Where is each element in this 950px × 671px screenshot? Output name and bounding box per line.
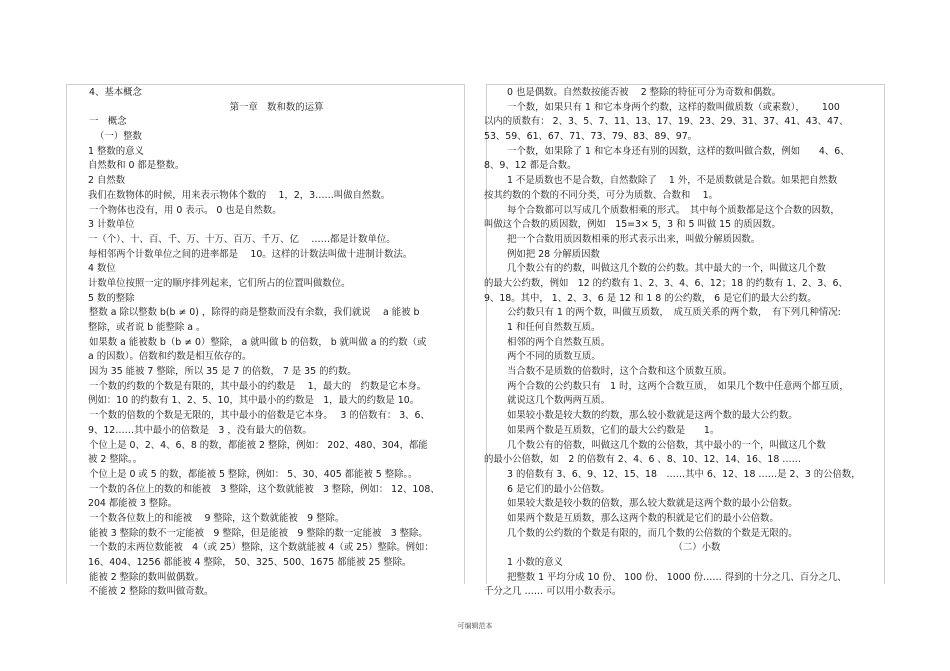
text-line: 如果两个数是互质数，它们的最大公约数是 1。 — [507, 424, 720, 436]
column-divider-left — [464, 84, 465, 584]
text-line: 几个数公有的倍数，叫做这几个数的公倍数，其中最小的一个，叫做这几个数 — [507, 439, 826, 451]
text-line: 计数单位按照一定的顺序排列起来，它们所占的位置叫做数位。 — [88, 277, 351, 289]
text-line: 的最小公倍数，如 2 的倍数有 2、4、6 、8、10、12、14、16、18 …… — [484, 454, 802, 466]
text-line: 几个数公有的约数，叫做这几个数的公约数。其中最大的一个，叫做这几个数 — [507, 263, 826, 275]
text-line: 一个物体也没有，用 0 表示。 0 也是自然数。 — [89, 204, 282, 216]
text-line: 1 不是质数也不是合数，自然数除了 1 外，不是质数就是合数。如果把自然数 — [507, 175, 838, 187]
text-line: 9、12……其中最小的倍数是 3 ，没有最大的倍数。 — [88, 424, 312, 436]
text-line: 两个不同的质数互质。 — [507, 351, 601, 363]
text-line: 整数 a 除以整数 b(b ≠ 0) ，除得的商是整数而没有余数，我们就说 a 能被 b — [89, 307, 420, 319]
text-line: 8、9、12 都是合数。 — [484, 160, 577, 172]
right-column — [484, 86, 887, 600]
text-line: 0 也是偶数。自然数按能否被 2 整除的特征可分为奇数和偶数。 — [507, 87, 781, 98]
text-line: 按其约数的个数的不同分类，可分为质数、合数和 1。 — [484, 189, 718, 201]
text-line: 一个数各位数上的和能被 9 整除，这个数就能被 9 整除。 — [89, 512, 345, 524]
text-line: 53、59、61、67、71、73、79、83、89、97。 — [484, 131, 698, 143]
text-line: 以内的质数有： 2、3、5、7、11、13、17、19、23、29、31、37、41、43、47、 — [484, 116, 849, 128]
text-line: 个位上是 0 或 5 的数，都能被 5 整除，例如： 5、30、405 都能被 5 整除。。 — [89, 468, 418, 480]
text-line: 几个数的公约数的个数是有限的，而几个数的公倍数的个数是无限的。 — [507, 527, 798, 539]
text-line: 例如：10 的约数有 1、2、5、10，其中最小的约数是 1，最大的约数是 10。 — [88, 395, 420, 407]
text-line: 不能被 2 整除的数叫做奇数。 — [89, 586, 214, 598]
subsection-heading-decimals: （二）小数 — [673, 542, 721, 554]
text-line: 因为 35 能被 7 整除，所以 35 是 7 的倍数， 7 是 35 的约数。 — [89, 366, 357, 378]
text-line: 叫做这个合数的质因数，例如 15=3× 5，3 和 5 叫做 15 的质因数。 — [484, 219, 781, 231]
text-line: 204 都能被 3 整除。 — [88, 498, 178, 510]
text-line: 如果较小数是较大数的约数，那么较小数就是这两个数的最大公约数。 — [507, 410, 798, 422]
text-line: 两个合数的公约数只有 1 时，这两个合数互质， 如果几个数中任意两个都互质， — [507, 380, 849, 392]
text-line: 例如把 28 分解质因数 — [507, 248, 600, 260]
text-line: 1 整数的意义 — [88, 145, 144, 157]
text-line: 一个数的末两位数能被 4（或 25）整除，这个数就能被 4（或 25）整除。例如： — [89, 542, 434, 554]
text-line: 如果数 a 能被数 b（b ≠ 0）整除， a 就叫做 b 的倍数， b 就叫做 a 的约数（或 — [89, 336, 427, 348]
text-line: 个位上是 0、2、4、6、8 的数，都能被 2 整除，例如： 202、480、304，都能 — [89, 439, 428, 451]
text-line: 就说这几个数两两互质。 — [507, 395, 611, 407]
chapter-title: 第一章 数和数的运算 — [229, 101, 324, 113]
text-line: 相邻的两个自然数互质。 — [507, 336, 611, 348]
left-border — [66, 84, 67, 584]
text-line: 一个数的约数的个数是有限的，其中最小的约数是 1，最大的 约数是它本身。 — [89, 380, 427, 392]
text-line: 千分之几 …… 可以用小数表示。 — [484, 586, 622, 598]
text-line: 公约数只有 1 的两个数，叫做互质数， 成互质关系的两个数， 有下列几种情况: — [507, 307, 841, 319]
top-border-right — [486, 84, 884, 85]
text-line: 1 小数的意义 — [507, 557, 563, 568]
text-line: 16、404、1256 都能被 4 整除， 50、325、500、1675 都能被 25 整除。 — [88, 557, 412, 568]
text-line: 整除，或者说 b 能整除 a 。 — [88, 322, 206, 333]
text-line: 一个数，如果除了 1 和它本身还有别的因数，这样的数叫做合数，例如 4、6、 — [507, 145, 850, 157]
section-heading: 一 概念 — [89, 116, 127, 128]
text-line: 一（个）、十、百、千、万、十万、百万、千万、亿 ……都是计数单位。 — [88, 233, 396, 245]
text-line: 能被 2 整除的数叫做偶数。 — [89, 571, 205, 583]
text-line: a 的因数）。倍数和约数是相互依存的。 — [88, 351, 252, 363]
text-line: 自然数和 0 都是整数。 — [88, 160, 185, 172]
text-line: 1 和任何自然数互质。 — [507, 322, 601, 333]
text-line: 3 的倍数有 3、6、9、12、15、18 ……其中 6、12、18 ……是 2、3 的公倍数， — [507, 468, 861, 480]
text-line: 把整数 1 平均分成 10 份、 100 份、 1000 份…… 得到的十分之几、百分之几、 — [507, 571, 847, 583]
text-line: 每相邻两个计数单位之间的进率都是 10。这样的计数法叫做十进制计数法。 — [88, 248, 413, 260]
text-line: 3 计数单位 — [88, 219, 135, 231]
top-border-left — [66, 84, 464, 85]
text-line: 能被 3 整除的数不一定能被 9 整除，但是能被 9 整除的数一定能被 3 整除。 — [89, 527, 428, 539]
text-line: 一个数，如果只有 1 和它本身两个约数，这样的数叫做质数（或素数）， 100 — [507, 101, 840, 113]
text-line: 的最大公约数，例如 12 的约数有 1、2、3、4、6、12；18 的约数有 1、2、3、6、 — [484, 277, 848, 289]
text-line: 4 数位 — [88, 263, 116, 275]
text-line: 一个数的倍数的个数是无限的，其中最小的倍数是它本身。 3 的倍数有： 3、6、 — [89, 410, 430, 422]
text-line: 5 数的整除 — [88, 292, 135, 304]
text-line: 当合数不是质数的倍数时，这个合数和这个质数互质。 — [507, 366, 733, 378]
text-line: 一个数的各位上的数的和能被 3 整除，这个数就能被 3 整除，例如： 12、108、 — [89, 483, 440, 495]
subsection-heading: （一）整数 — [95, 131, 142, 143]
left-column — [89, 86, 464, 600]
text-line: 如果两个数是互质数，那么这两个数的积就是它们的最小公倍数。 — [507, 512, 779, 524]
heading-basic-concepts: 4、基本概念 — [89, 87, 142, 98]
text-line: 9、18。其中， 1、2、3、6 是 12 和 1 8 的公约数， 6 是它们的最大公约数。 — [484, 292, 817, 304]
text-line: 2 自然数 — [88, 175, 126, 187]
text-line: 把一个合数用质因数相乘的形式表示出来，叫做分解质因数。 — [507, 233, 761, 245]
text-line: 我们在数物体的时候，用来表示物体个数的 1，2，3……叫做自然数。 — [88, 189, 391, 201]
text-line: 6 是它们的最小公倍数。 — [507, 483, 610, 495]
text-line: 被 2 整除。。 — [88, 454, 143, 466]
text-line: 如果较大数是较小数的倍数，那么较大数就是这两个数的最小公倍数。 — [507, 498, 798, 510]
page-footer: 可编辑范本 — [457, 622, 493, 630]
text-line: 每个合数都可以写成几个质数相乘的形式。 其中每个质数都是这个合数的因数， — [507, 204, 840, 216]
